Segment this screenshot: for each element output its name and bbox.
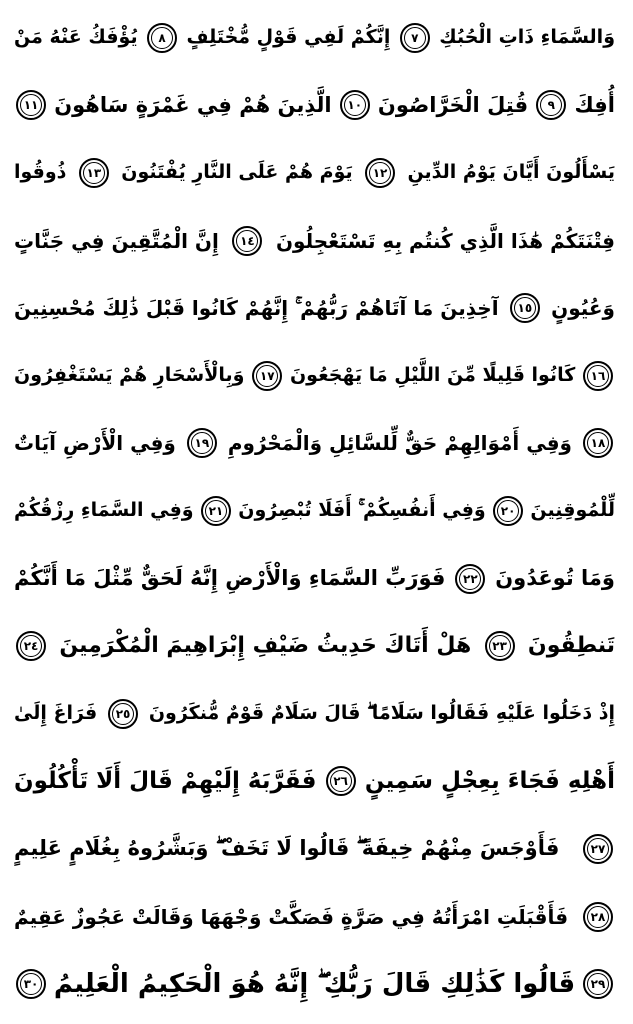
verse-text: هَلْ أَتَاكَ حَدِيثُ ضَيْفِ إِبْرَاهِيمَ الْمُكْرَمِينَ bbox=[59, 633, 472, 659]
verse-text: وَفِي أَمْوَالِهِمْ حَقٌّ لِّلسَّائِلِ وَالْمَحْرُومِ bbox=[227, 431, 572, 456]
verse-text: إِنَّ الْمُتَّقِينَ فِي جَنَّاتٍ bbox=[14, 228, 219, 253]
ayah-number-marker bbox=[16, 969, 46, 999]
ayah-number-marker bbox=[147, 23, 177, 53]
ayah-number-marker bbox=[232, 226, 262, 256]
verse-text: إِذْ دَخَلُوا عَلَيْهِ فَقَالُوا سَلَامًا ۖ قَالَ سَلَامٌ قَوْمٌ مُّنكَرُونَ bbox=[148, 702, 615, 725]
verse-text: أُفِكَ bbox=[574, 92, 615, 117]
text-line bbox=[14, 207, 615, 275]
ayah-number-marker bbox=[16, 631, 46, 661]
ayah-number: ١٨ bbox=[590, 436, 606, 451]
verse-text: وَالسَّمَاءِ ذَاتِ الْحُبُكِ bbox=[439, 26, 615, 49]
verse-text: وَبِالْأَسْحَارِ هُمْ يَسْتَغْفِرُونَ bbox=[14, 364, 245, 387]
ayah-number: ٢٨ bbox=[590, 909, 606, 924]
ayah-number: ٣٠ bbox=[23, 977, 39, 992]
ayah-number: ٢١ bbox=[208, 503, 224, 518]
verse-text: فَأَوْجَسَ مِنْهُمْ خِيفَةً ۖ قَالُوا لَا تَخَفْ ۖ وَبَشَّرُوهُ بِغُلَامٍ عَلِيمٍ bbox=[14, 836, 560, 861]
verse-text: كَانُوا قَلِيلًا مِّنَ اللَّيْلِ مَا يَهْجَعُونَ bbox=[289, 364, 576, 387]
ayah-number: ١٥ bbox=[517, 301, 533, 316]
ayah-number-marker bbox=[79, 158, 109, 188]
verse-text: يَوْمَ هُمْ عَلَى النَّارِ يُفْتَنُونَ bbox=[121, 161, 353, 184]
text-line bbox=[14, 612, 615, 680]
text-line bbox=[14, 680, 615, 748]
text-line bbox=[14, 72, 615, 140]
ayah-number: ٢٢ bbox=[463, 571, 478, 586]
ayah-number-marker bbox=[583, 969, 613, 999]
ayah-number-marker bbox=[340, 90, 370, 120]
verse-text: آخِذِينَ مَا آتَاهُمْ رَبُّهُمْ ۚ إِنَّهُمْ كَانُوا قَبْلَ ذَٰلِكَ مُحْسِنِينَ bbox=[14, 296, 499, 321]
ayah-number-marker bbox=[108, 699, 138, 729]
ayah-number-marker bbox=[493, 496, 523, 526]
ayah-number-marker bbox=[485, 631, 515, 661]
verse-text: وَفِي أَنفُسِكُمْ ۚ أَفَلَا تُبْصِرُونَ bbox=[238, 499, 486, 522]
text-line bbox=[14, 477, 615, 545]
verse-text: وَمَا تُوعَدُونَ bbox=[495, 566, 615, 591]
verse-text: فَرَاغَ إِلَىٰ bbox=[14, 702, 98, 725]
verse-text: أَهْلِهِ فَجَاءَ بِعِجْلٍ سَمِينٍ bbox=[364, 767, 615, 794]
ayah-number: ١٤ bbox=[240, 233, 255, 248]
ayah-number: ٩ bbox=[547, 98, 555, 113]
ayah-number: ١٦ bbox=[590, 368, 606, 383]
text-line bbox=[14, 815, 615, 883]
verse-text: الَّذِينَ هُمْ فِي غَمْرَةٍ سَاهُونَ bbox=[54, 92, 332, 117]
verse-text: وَفِي الْأَرْضِ آيَاتٌ bbox=[14, 431, 176, 456]
text-line bbox=[14, 883, 615, 951]
ayah-number: ١٢ bbox=[372, 165, 388, 180]
ayah-number-marker bbox=[583, 428, 613, 458]
ayah-number-marker bbox=[455, 564, 485, 594]
ayah-number: ٢٤ bbox=[23, 639, 39, 654]
ayah-number: ١٩ bbox=[194, 436, 210, 451]
verse-text: لِّلْمُوقِنِينَ bbox=[530, 499, 615, 522]
ayah-number: ٢٣ bbox=[492, 639, 507, 654]
verse-text: وَعُيُونٍ bbox=[551, 296, 615, 321]
verse-text: تَنطِقُونَ bbox=[527, 633, 615, 659]
verse-text: فَوَرَبِّ السَّمَاءِ وَالْأَرْضِ إِنَّهُ لَحَقٌّ مِّثْلَ مَا أَنَّكُمْ bbox=[14, 566, 446, 591]
verse-text: يُؤْفَكُ عَنْهُ مَنْ bbox=[14, 26, 138, 49]
verse-text: وَفِي السَّمَاءِ رِزْقُكُمْ bbox=[14, 499, 194, 522]
text-line bbox=[14, 748, 615, 816]
verse-text: قُتِلَ الْخَرَّاصُونَ bbox=[377, 92, 529, 117]
ayah-number: ١٧ bbox=[259, 368, 275, 383]
ayah-number-marker bbox=[365, 158, 395, 188]
ayah-number: ٢٧ bbox=[590, 841, 606, 856]
text-line bbox=[14, 274, 615, 342]
ayah-number-marker bbox=[583, 361, 613, 391]
verse-text: ذُوقُوا bbox=[14, 161, 67, 184]
ayah-number-marker bbox=[252, 361, 282, 391]
ayah-number-marker bbox=[510, 293, 540, 323]
ayah-number: ٢٥ bbox=[115, 706, 131, 721]
ayah-number: ٢٦ bbox=[333, 774, 348, 789]
verse-text: إِنَّكُمْ لَفِي قَوْلٍ مُّخْتَلِفٍ bbox=[186, 26, 391, 49]
ayah-number-marker bbox=[583, 834, 613, 864]
text-line bbox=[14, 342, 615, 410]
verse-text: فَقَرَّبَهُ إِلَيْهِمْ قَالَ أَلَا تَأْكُلُونَ bbox=[14, 767, 317, 794]
ayah-number: ١٣ bbox=[86, 165, 102, 180]
text-line bbox=[14, 545, 615, 613]
ayah-number-marker bbox=[400, 23, 430, 53]
text-line bbox=[14, 4, 615, 72]
ayah-number-marker bbox=[326, 766, 356, 796]
ayah-number: ٢٩ bbox=[590, 977, 606, 992]
text-line bbox=[14, 410, 615, 478]
text-line bbox=[14, 950, 615, 1018]
ayah-number: ٧ bbox=[411, 30, 419, 45]
verse-text: فَأَقْبَلَتِ امْرَأَتُهُ فِي صَرَّةٍ فَصَكَّتْ وَجْهَهَا وَقَالَتْ عَجُوزٌ عَقِيمٌ bbox=[14, 904, 569, 929]
ayah-number: ٢٠ bbox=[500, 503, 516, 518]
verse-text: فِتْنَتَكُمْ هَٰذَا الَّذِي كُنتُم بِهِ تَسْتَعْجِلُونَ bbox=[275, 228, 615, 253]
ayah-number: ١١ bbox=[23, 98, 39, 113]
ayah-number-marker bbox=[187, 428, 217, 458]
ayah-number: ١٠ bbox=[347, 98, 363, 113]
text-line bbox=[14, 139, 615, 207]
ayah-number-marker bbox=[536, 90, 566, 120]
verse-text: يَسْأَلُونَ أَيَّانَ يَوْمُ الدِّينِ bbox=[407, 161, 615, 184]
ayah-number-marker bbox=[583, 902, 613, 932]
ayah-number: ٨ bbox=[158, 30, 166, 45]
ayah-number-marker bbox=[16, 90, 46, 120]
ayah-number-marker bbox=[201, 496, 231, 526]
verse-text: قَالُوا كَذَٰلِكِ قَالَ رَبُّكِ ۖ إِنَّهُ هُوَ الْحَكِيمُ الْعَلِيمُ bbox=[53, 969, 576, 1000]
